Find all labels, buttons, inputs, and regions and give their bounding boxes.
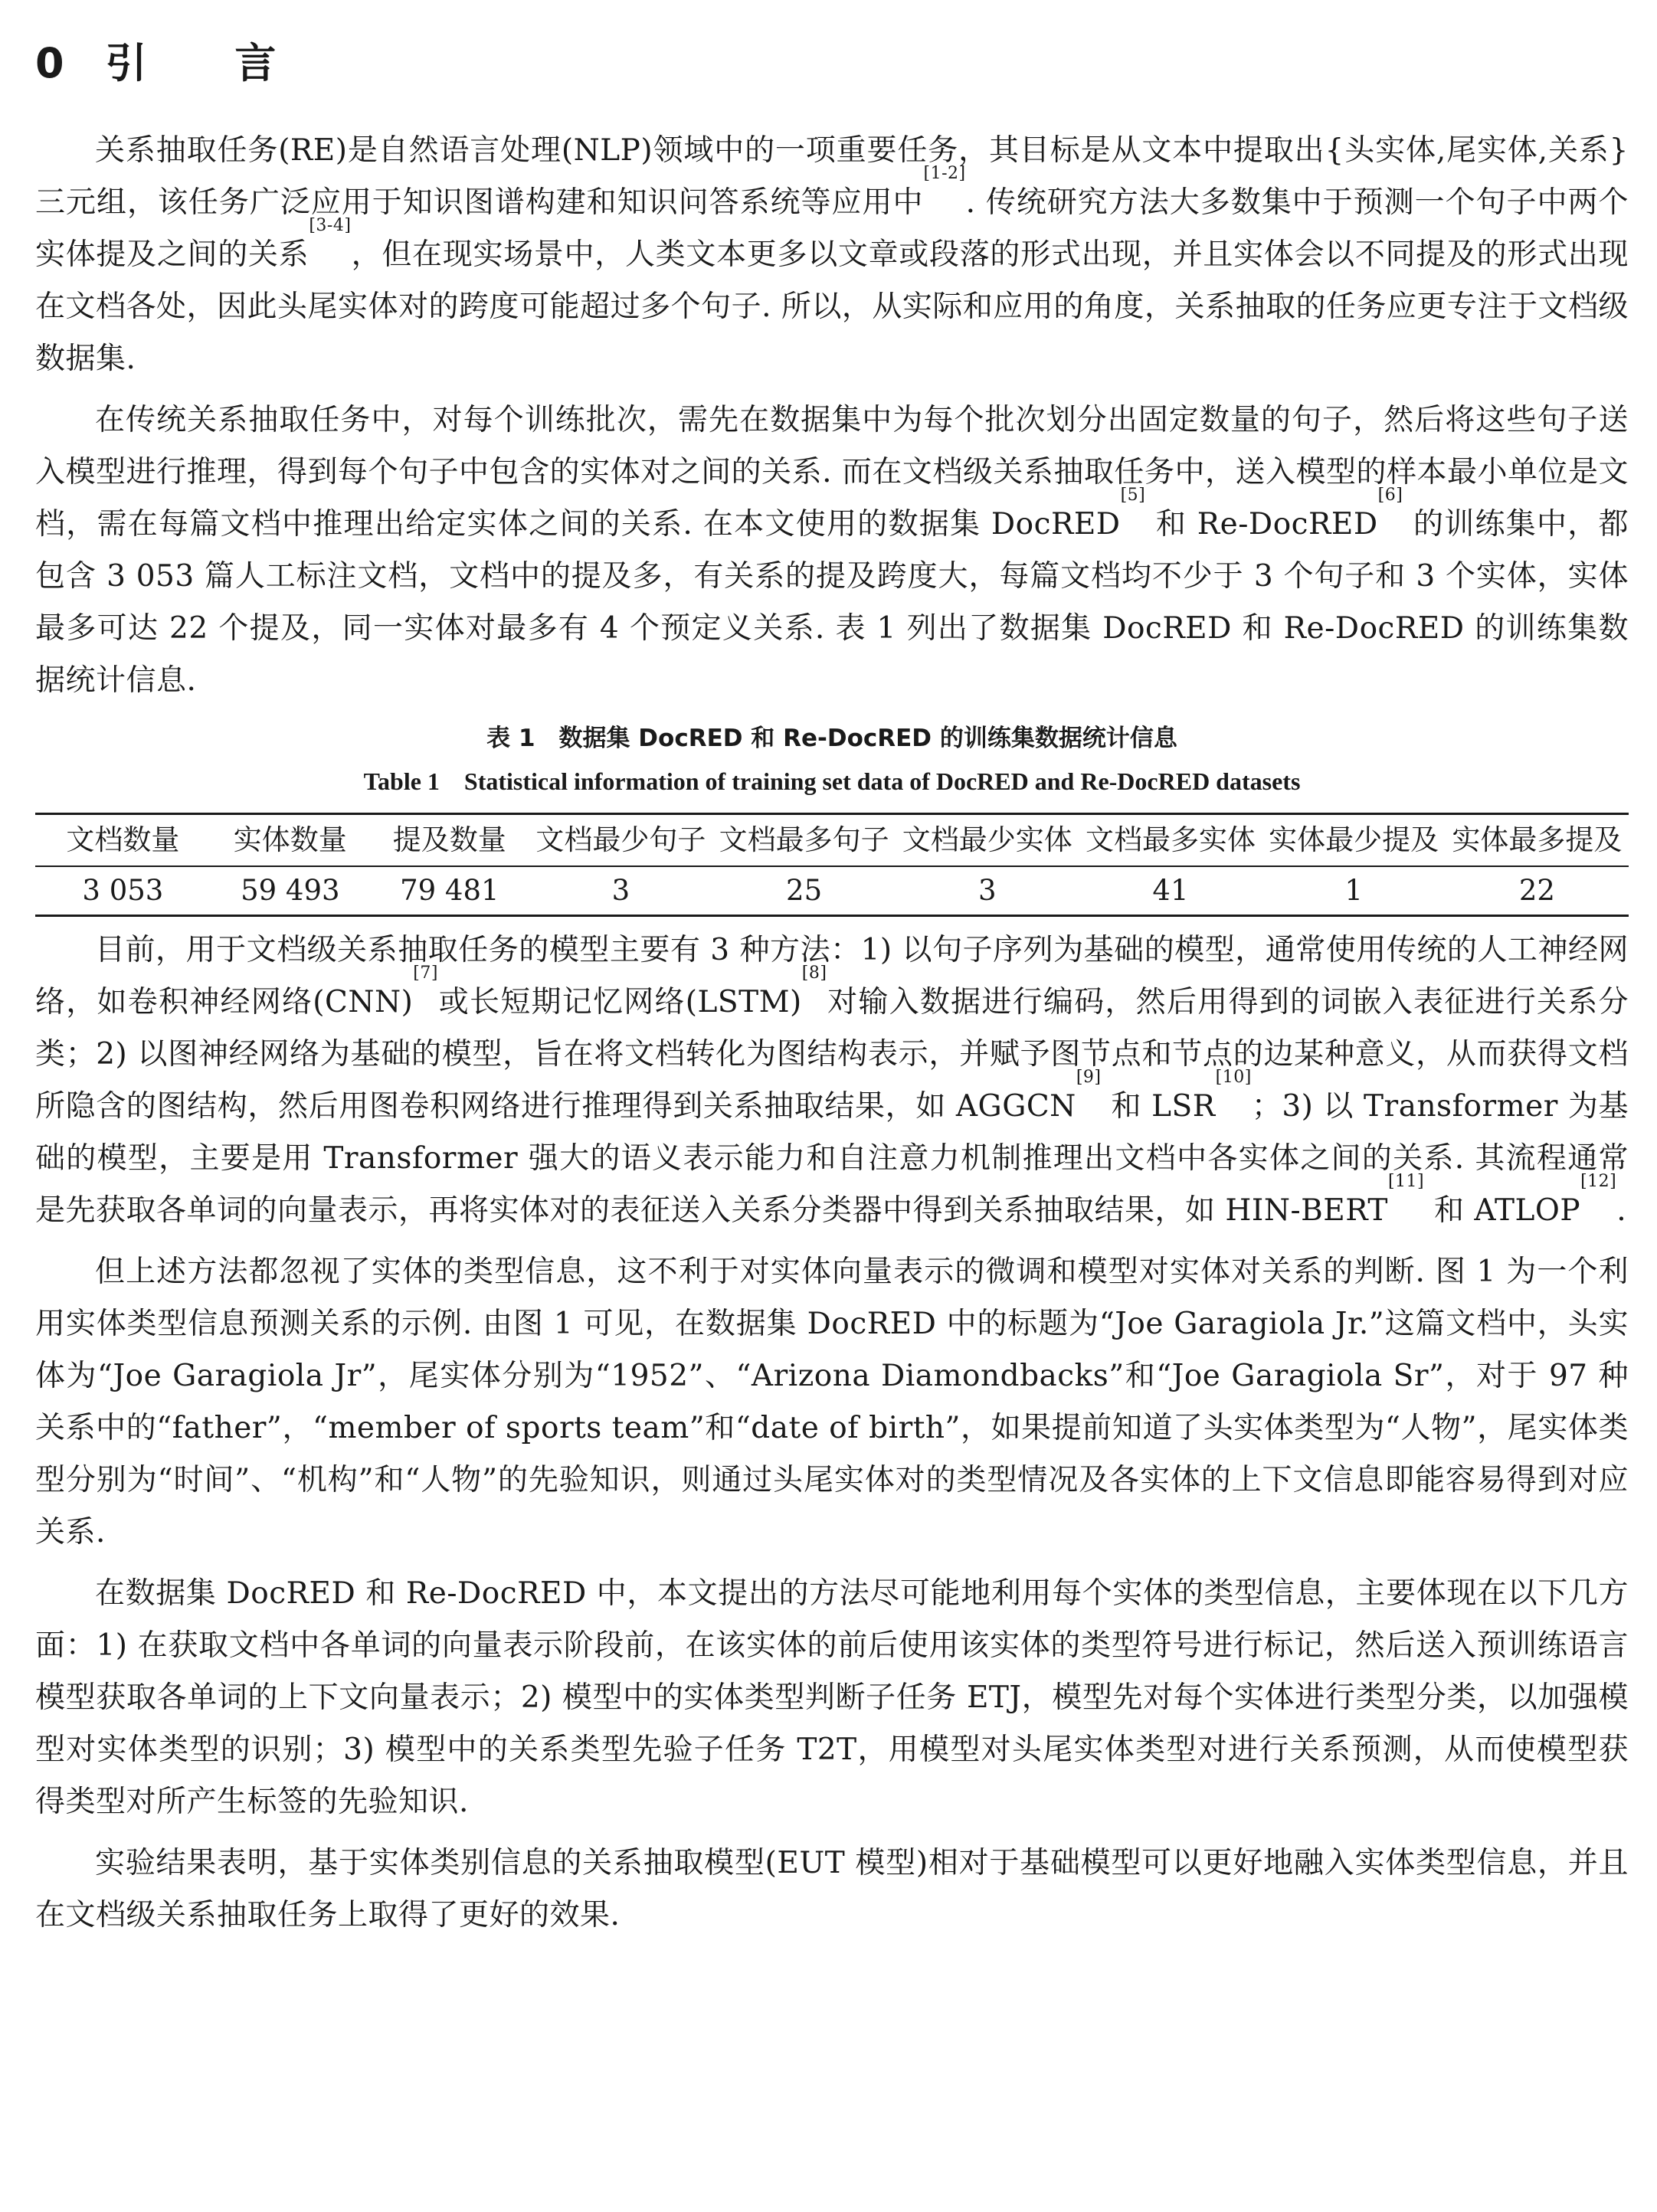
- citation-ref: [12]: [1580, 1172, 1617, 1191]
- citation-ref: [3-4]: [309, 216, 352, 235]
- text-run: ；3) 以 Transformer 为基础的模型，主要是用 Transformer 强大的语义表示能力和自注意力机制推理出文档中各实体之间的关系. 其流程通常是先获取各单词的向量表示，再将实体对的表征送入关系分类器中得到关系抽取结果，如 HIN-BERT: [35, 1089, 1629, 1228]
- text-run: .: [1616, 1193, 1627, 1228]
- table-header-cell: 提及数量: [370, 814, 529, 867]
- paragraph-2: [35, 394, 1629, 707]
- table-cell: 22: [1518, 874, 1555, 907]
- text-run: 或长短期记忆网络(LSTM): [437, 985, 802, 1019]
- citation-ref: [1-2]: [923, 164, 966, 183]
- table-row: [35, 866, 1629, 916]
- text-run: 和 ATLOP: [1424, 1193, 1581, 1228]
- paragraph-4: 但上述方法都忽视了实体的类型信息，这不利于对实体向量表示的微调和模型对实体对关系的判断. 图 1 为一个利用实体类型信息预测关系的示例. 由图 1 可见，在数据集 DocRED 中的标题为“Joe Garagiola Jr.”这篇文档中，头实体为“Joe Garagiola Jr”，尾实体分别为“1952”、“Arizona Diamondbacks”和“Joe Garagiola Sr”，对于 97 种关系中的“father”，“member of sports team”和“date of birth”，如果提前知道了头实体类型为“人物”，尾实体类型分别为“时间”、“机构”和“人物”的先验知识，则通过头尾实体对的类型情况及各实体的上下文信息即能容易得到对应关系.: [35, 1255, 1629, 1549]
- citation-ref: [7]: [413, 964, 438, 983]
- text-run: 目前，用于文档级关系抽取任务的模型主要有 3 种方法：1) 以句子序列为基础的模型，通常使用传统的人工神经网络，如卷积神经网络(CNN): [35, 933, 1629, 1019]
- table-header-cell: 文档最多句子: [712, 814, 896, 867]
- text-run: 在传统关系抽取任务中，对每个训练批次，需先在数据集中为每个批次划分出固定数量的句子，然后将这些句子送入模型进行推理，得到每个句子中包含的实体对之间的关系. 而在文档级关系抽取任务中，送入模型的样本最小单位是文档，需在每篇文档中推理出给定实体之间的关系. 在本文使用的数据集 DocRED: [35, 403, 1629, 542]
- table-cell: 59 493: [241, 874, 340, 907]
- paragraph-6: 实验结果表明，基于实体类别信息的关系抽取模型(EUT 模型)相对于基础模型可以更好地融入实体类型信息，并且在文档级关系抽取任务上取得了更好的效果.: [35, 1846, 1629, 1932]
- table-header-cell: 实体数量: [211, 814, 370, 867]
- paragraph-3: [35, 924, 1629, 1237]
- table-cell: 25: [786, 874, 823, 907]
- stats-table: [35, 813, 1629, 917]
- text-run: 和 LSR: [1101, 1089, 1216, 1124]
- citation-ref: [9]: [1076, 1068, 1102, 1087]
- table-cell: 3 053: [82, 874, 164, 907]
- text-run: 关系抽取任务(RE)是自然语言处理(NLP)领域中的一项重要任务，其目标是从文本中提取出{头实体,尾实体,关系}三元组，该任务广泛应用于知识图谱构建和知识问答系统等应用中: [35, 133, 1629, 220]
- table-cell: 79 481: [400, 874, 499, 907]
- table-header-row: [35, 814, 1629, 867]
- text-run: 对输入数据进行编码，然后用得到的词嵌入表征进行关系分类；2) 以图神经网络为基础的模型，旨在将文档转化为图结构表示，并赋予图节点和节点的边某种意义，从而获得文档所隐含的图结构，然后用图卷积网络进行推理得到关系抽取结果，如 AGGCN: [35, 985, 1629, 1124]
- citation-ref: [6]: [1377, 486, 1403, 505]
- text-run: 和 Re-DocRED: [1145, 507, 1378, 542]
- section-title: 引 言: [105, 39, 313, 87]
- table-header-cell: 实体最多提及: [1446, 814, 1629, 867]
- text-run: . 传统研究方法大多数集中于预测一个句子中两个实体提及之间的关系: [35, 185, 1629, 272]
- paragraph-5: 在数据集 DocRED 和 Re-DocRED 中，本文提出的方法尽可能地利用每个实体的类型信息，主要体现在以下几方面：1) 在获取文档中各单词的向量表示阶段前，在该实体的前后使用该实体的类型符号进行标记，然后送入预训练语言模型获取各单词的上下文向量表示；2) 模型中的实体类型判断子任务 ETJ，模型先对每个实体进行类型分类，以加强模型对实体类型的识别；3) 模型中的关系类型先验子任务 T2T，用模型对头尾实体类型对进行关系预测，从而使模型获得类型对所产生标签的先验知识.: [35, 1576, 1629, 1819]
- citation-ref: [5]: [1120, 486, 1146, 505]
- paragraph-1: [35, 125, 1629, 385]
- table-cell: 3: [611, 874, 630, 907]
- section-heading: [35, 31, 1629, 90]
- table-header-cell: 文档最少句子: [529, 814, 712, 867]
- table-header-cell: 文档最少实体: [896, 814, 1079, 867]
- table-caption-en: Table 1 Statistical information of training set data of DocRED and Re-DocRED datasets: [363, 767, 1301, 795]
- table-cell: 1: [1344, 874, 1363, 907]
- citation-ref: [10]: [1215, 1068, 1252, 1087]
- table-cell: 41: [1152, 874, 1189, 907]
- table-caption-cn: 表 1 数据集 DocRED 和 Re-DocRED 的训练集数据统计信息: [486, 725, 1177, 752]
- table-header-cell: 文档数量: [35, 814, 211, 867]
- section-number: 0: [35, 39, 66, 87]
- text-run: 的训练集中，都包含 3 053 篇人工标注文档，文档中的提及多，有关系的提及跨度大，每篇文档均不少于 3 个句子和 3 个实体，实体最多可达 22 个提及，同一实体对最多有 4 个预定义关系. 表 1 列出了数据集 DocRED 和 Re-DocRED 的训练集数据统计信息.: [35, 507, 1629, 698]
- text-run: ，但在现实场景中，人类文本更多以文章或段落的形式出现，并且实体会以不同提及的形式出现在文档各处，因此头尾实体对的跨度可能超过多个句子. 所以，从实际和应用的角度，关系抽取的任务应更专注于文档级数据集.: [35, 237, 1629, 376]
- citation-ref: [8]: [801, 964, 827, 983]
- table-header-cell: 实体最少提及: [1262, 814, 1446, 867]
- paper-page: [35, 31, 1629, 1951]
- citation-ref: [11]: [1387, 1172, 1425, 1191]
- table-header-cell: 文档最多实体: [1079, 814, 1262, 867]
- table-cell: 3: [977, 874, 997, 907]
